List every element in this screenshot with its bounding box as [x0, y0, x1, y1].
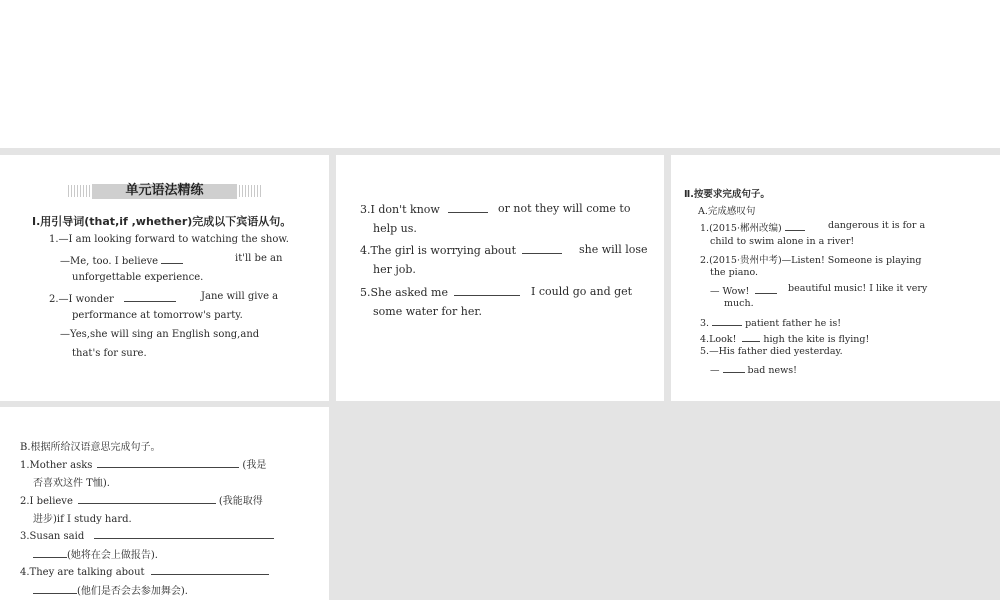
q2-text-b: (我能取得	[218, 496, 263, 507]
q2-line-1	[20, 492, 263, 507]
q1-line-2b: it'll be an	[235, 253, 283, 264]
answer-blank	[712, 315, 742, 326]
q2-text-a: 2.—I wonder	[49, 294, 114, 305]
q1-source: 1.(2015·郴州改编)	[700, 223, 782, 234]
q4-line	[700, 331, 869, 345]
answer-blank	[785, 220, 805, 231]
q5-line-1	[360, 285, 523, 299]
q3-text-a: 3.I don't know	[360, 203, 440, 216]
q5-dash: —	[710, 365, 720, 376]
q2-line-1b: Jane will give a	[201, 291, 279, 302]
q1-line-1	[700, 220, 808, 234]
answer-blank	[742, 331, 760, 342]
answer-blank	[454, 285, 520, 296]
q5-text-a: 5.She asked me	[360, 286, 448, 299]
q4-line-2	[33, 582, 188, 597]
q1-text-a: —Me, too. I believe	[60, 256, 159, 267]
q2-line-1	[49, 291, 179, 305]
q5-line-1: 5.—His father died yesterday.	[700, 346, 843, 357]
slide-panel-1	[0, 155, 329, 401]
q2-line-3: —Yes,she will sing an English song,and	[60, 329, 260, 340]
q2-line-4: much.	[724, 298, 754, 309]
section-heading: Ⅰ.用引导词(that,if ,whether)完成以下宾语从句。	[32, 215, 292, 228]
slide-panel-4	[0, 407, 329, 600]
q1-line-2: child to swim alone in a river!	[710, 236, 855, 247]
answer-blank	[33, 583, 77, 594]
panel-title: 单元语法精练	[125, 183, 204, 198]
q3-line-1	[360, 202, 491, 216]
q1-line-2: 否喜欢这件 T恤).	[33, 478, 110, 489]
q4-line-1	[360, 243, 565, 257]
q1-line-1b: dangerous it is for a	[828, 220, 926, 231]
q2-line-2: 进步)if I study hard.	[33, 514, 132, 525]
q5-line-2: some water for her.	[373, 305, 482, 318]
q1-line-3: unforgettable experience.	[72, 272, 204, 283]
answer-blank	[97, 457, 239, 468]
slide-panel-3	[671, 155, 1000, 401]
answer-blank	[33, 547, 67, 558]
q5-line-2	[710, 362, 797, 376]
q1-text-b: (我是	[242, 460, 267, 471]
q4-line-2: her job.	[373, 263, 416, 276]
q3-number: 3.	[700, 318, 710, 329]
q5-line-1b: I could go and get	[531, 285, 633, 298]
q3-line-2: help us.	[373, 222, 417, 235]
answer-blank	[78, 493, 216, 504]
q4-text-a: 4.Look!	[700, 334, 737, 345]
q4-text-b: (他们是否会去参加舞会).	[77, 586, 188, 597]
answer-blank	[448, 202, 488, 213]
answer-blank	[723, 362, 745, 373]
q2-text-a: 2.I believe	[20, 496, 73, 507]
answer-blank	[161, 253, 183, 264]
answer-blank	[124, 291, 176, 302]
q4-text-a: 4.The girl is worrying about	[360, 244, 517, 257]
q3-text-a: 3.Susan said	[20, 531, 85, 542]
q2-line-4: that's for sure.	[72, 348, 147, 359]
subsection-heading: A.完成感叹句	[698, 206, 756, 217]
answer-blank	[151, 564, 269, 575]
q3-line	[700, 315, 841, 329]
q3-text: patient father he is!	[745, 318, 842, 329]
slide-panel-2	[336, 155, 664, 401]
q3-line-1	[20, 528, 277, 542]
q4-text-b: high the kite is flying!	[763, 334, 870, 345]
section-heading: Ⅱ.按要求完成句子。	[684, 189, 770, 200]
q4-line-1	[20, 564, 272, 578]
q3-line-1b: or not they will come to	[498, 202, 631, 215]
q3-line-2	[33, 546, 158, 561]
q2-line-3	[710, 283, 780, 297]
q1-line-1	[20, 456, 266, 471]
q2-line-2: the piano.	[710, 267, 759, 278]
title-decoration-right	[239, 185, 261, 197]
q4-text-a: 4.They are talking about	[20, 567, 145, 578]
answer-blank	[94, 528, 274, 539]
q1-line-2	[60, 253, 186, 267]
q5-text: bad news!	[747, 365, 797, 376]
q2-line-3b: beautiful music! I like it very	[788, 283, 928, 294]
q2-line-1: 2.(2015·贵州中考)—Listen! Someone is playing	[700, 255, 922, 266]
answer-blank	[522, 243, 562, 254]
q4-line-1b: she will lose	[579, 243, 648, 256]
q2-line-2: performance at tomorrow's party.	[72, 310, 243, 321]
q1-text-a: 1.Mother asks	[20, 460, 93, 471]
q1-line-1: 1.—I am looking forward to watching the show.	[49, 234, 289, 245]
q2-text-a: — Wow!	[710, 286, 750, 297]
subsection-heading: B.根据所给汉语意思完成句子。	[20, 442, 161, 453]
q3-text-b: (她将在会上做报告).	[67, 550, 158, 561]
answer-blank	[755, 283, 777, 294]
title-decoration-left	[68, 185, 90, 197]
